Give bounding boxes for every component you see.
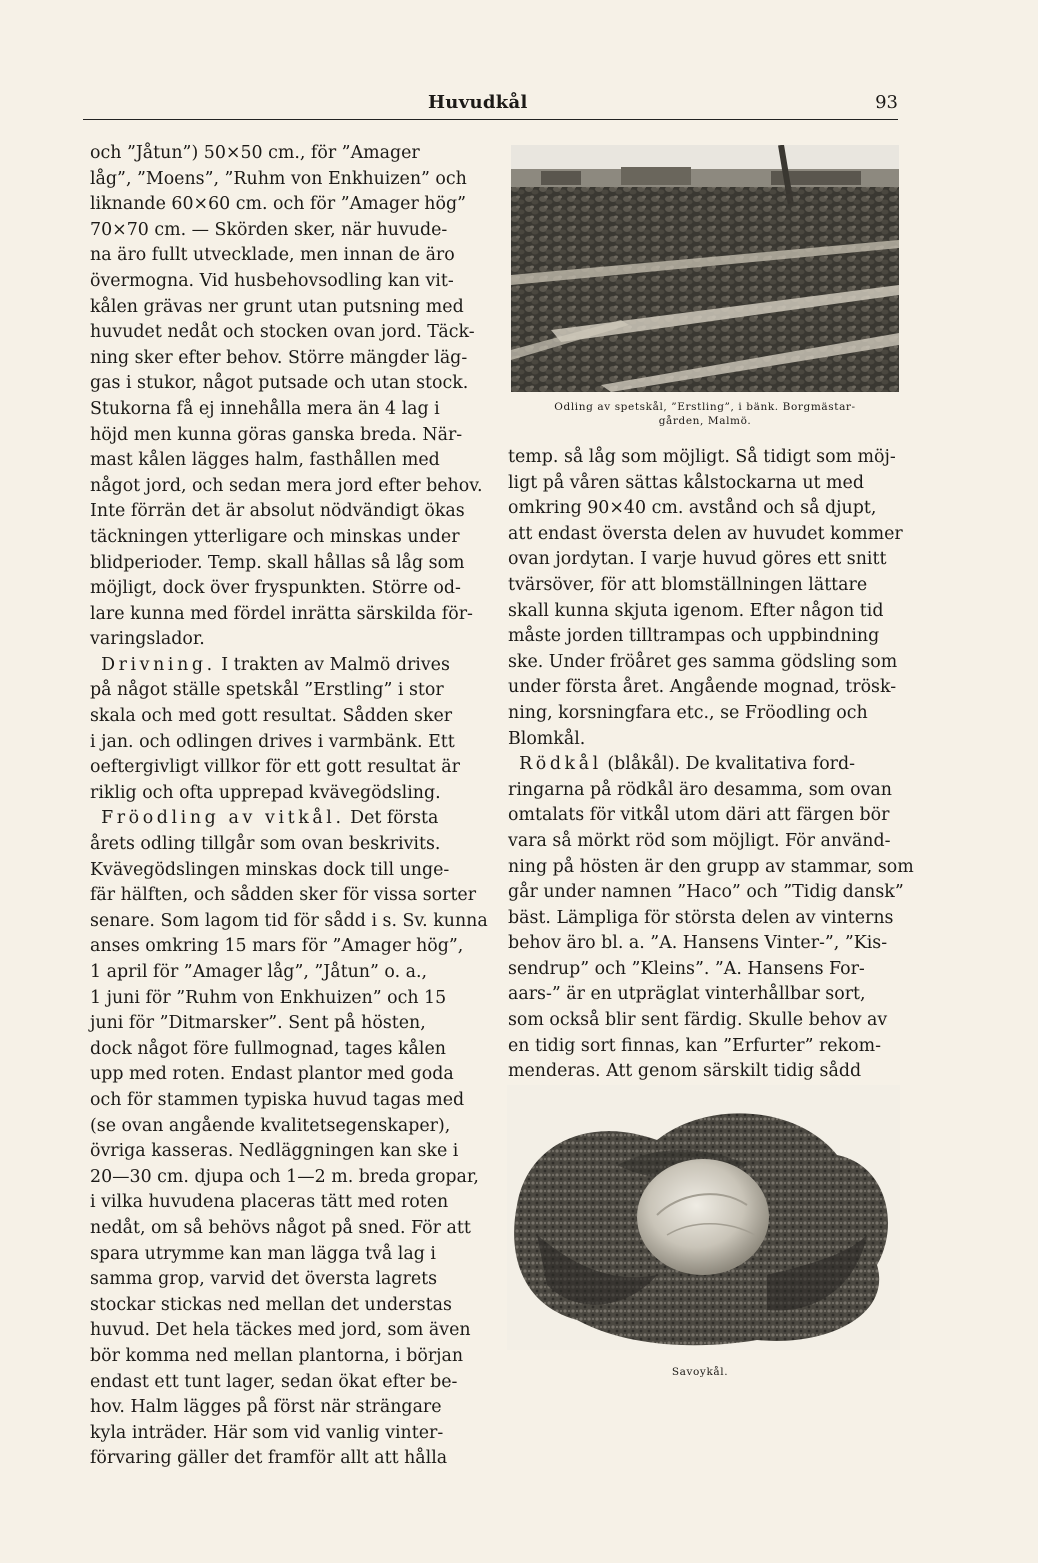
text-line: skala och med gott resultat. Sådden sker	[90, 706, 453, 727]
text-line: höjd men kunna göras ganska breda. När-	[90, 424, 463, 445]
right-column	[508, 445, 914, 1110]
text-line: ske. Under fröåret ges samma gödsling som	[508, 651, 898, 672]
text-line: bör komma ned mellan plantorna, i början	[90, 1345, 464, 1366]
running-title: Huvudkål	[428, 92, 528, 113]
text-line: ning sker efter behov. Större mängder läg-	[90, 347, 468, 368]
text-line: anses omkring 15 mars för ”Amager hög”,	[90, 936, 464, 957]
text-line: på något ställe spetskål ”Erstling” i stor	[90, 680, 444, 701]
rodkal-paragraph-start	[508, 752, 900, 778]
figure-caption-bottom: Savoykål.	[671, 1366, 729, 1378]
text-line: na äro fullt utvecklade, men innan de äro	[90, 245, 455, 266]
text-line: ligt på våren sättas kålstockarna ut med	[508, 472, 864, 493]
text-line: hov. Halm lägges på först när strängare	[90, 1397, 442, 1418]
text-line: tvärsöver, för att blomställningen lättare	[508, 574, 868, 595]
text-line: ning på hösten är den grupp av stammar, som	[508, 856, 914, 877]
text-line: I trakten av Malmö drives	[215, 654, 450, 675]
text-line: lare kunna med fördel inrätta särskilda för-	[90, 603, 473, 624]
froodling-paragraph-start	[90, 806, 488, 832]
text-line: kålen grävas ner grunt utan putsning med	[90, 296, 464, 317]
text-line: årets odling tillgår som ovan beskrivits.	[90, 834, 441, 855]
text-line: sendrup” och ”Kleins”. ”A. Hansens For-	[508, 958, 865, 979]
text-line: ovan jordytan. I varje huvud göres ett snitt	[508, 549, 887, 570]
text-line: vara så mörkt röd som möjligt. För använd-	[508, 830, 891, 851]
text-line: 1 juni för ”Ruhm von Enkhuizen” och 15	[90, 987, 447, 1008]
text-line: blidperioder. Temp. skall hållas så låg som	[90, 552, 465, 573]
text-line: låg”, ”Moens”, ”Ruhm von Enkhuizen” och	[90, 168, 467, 189]
text-line: under första året. Angående mognad, trösk-	[508, 677, 897, 698]
text-line: 20—30 cm. djupa och 1—2 m. breda gropar,	[90, 1166, 479, 1187]
text-line: varingslador.	[90, 629, 205, 650]
text-line: att endast översta delen av huvudet kommer	[508, 523, 903, 544]
text-line: en tidig sort finnas, kan ”Erfurter” rekom-	[508, 1035, 881, 1056]
text-line: omkring 90×40 cm. avstånd och så djupt,	[508, 498, 877, 519]
text-line: ringarna på rödkål äro desamma, som ovan	[508, 779, 893, 800]
text-line: Blomkål.	[508, 728, 586, 749]
text-line: och för stammen typiska huvud tagas med	[90, 1089, 465, 1110]
text-line: bäst. Lämpliga för största delen av vinterns	[508, 907, 894, 928]
text-line: Kvävegödslingen minskas dock till unge-	[90, 859, 450, 880]
text-line: endast ett tunt lager, sedan ökat efter be-	[90, 1371, 458, 1392]
caption-line: gården, Malmö.	[658, 415, 752, 427]
figure-caption-top	[505, 400, 905, 428]
text-line: oeftergivligt villkor för ett gott resultat är	[90, 757, 460, 778]
text-line: stockar stickas ned mellan det understas	[90, 1294, 452, 1315]
text-line: mast kålen lägges halm, fasthållen med	[90, 450, 440, 471]
text-line: 70×70 cm. — Skörden sker, när huvude-	[90, 219, 448, 240]
text-line: Inte förrän det är absolut nödvändigt ökas	[90, 501, 465, 522]
text-line: juni för ”Ditmarsker”. Sent på hösten,	[90, 1013, 426, 1034]
text-line: övermogna. Vid husbehovsodling kan vit-	[90, 270, 454, 291]
photo-cabbage-beds	[511, 145, 899, 392]
left-column	[90, 141, 488, 1472]
text-line: senare. Som lagom tid för sådd i s. Sv. kunna	[90, 910, 488, 931]
drivning-paragraph-start	[90, 653, 488, 679]
text-line: behov äro bl. a. ”A. Hansens Vinter-”, ”Kis-	[508, 933, 888, 954]
text-line: gas i stukor, något putsade och utan stock.	[90, 373, 469, 394]
photo-cabbage-beds-drawing	[511, 145, 899, 392]
page-header	[83, 90, 898, 120]
text-line: Det första	[344, 808, 439, 829]
froodling-heading: Fröodling av vitkål.	[101, 808, 345, 829]
text-line: som också blir sent färdig. Skulle behov av	[508, 1010, 888, 1031]
text-line: Stukorna få ej innehålla mera än 4 lag i	[90, 398, 440, 419]
text-line: 1 april för ”Amager låg”, ”Jåtun” o. a.,	[90, 962, 428, 982]
text-line: täckningen ytterligare och minskas under	[90, 526, 460, 547]
text-line: kyla inträder. Här som vid vanlig vinter-	[90, 1422, 444, 1443]
text-line: något jord, och sedan mera jord efter behov.	[90, 475, 483, 496]
drivning-heading: Drivning.	[101, 654, 216, 675]
text-line: fär hälften, och sådden sker för vissa sorter	[90, 885, 477, 906]
text-line: dock något före fullmognad, tages kålen	[90, 1038, 446, 1059]
text-line: förvaring gäller det framför allt att hålla	[90, 1448, 448, 1469]
text-line: går under namnen ”Haco” och ”Tidig dansk”	[508, 882, 904, 903]
text-line: samma grop, varvid det översta lagrets	[90, 1269, 438, 1290]
text-line: riklig och ofta upprepad kvävegödsling.	[90, 782, 441, 803]
text-line: (blåkål). De kvalitativa ford-	[601, 754, 855, 775]
text-line: i jan. och odlingen drives i varmbänk. Ett	[90, 731, 455, 752]
text-line: omtalats för vitkål utom däri att färgen bör	[508, 805, 890, 826]
text-line: upp med roten. Endast plantor med goda	[90, 1064, 454, 1085]
text-line: spara utrymme kan man lägga två lag i	[90, 1243, 436, 1264]
photo-savoy-cabbage-drawing	[507, 1085, 900, 1350]
text-line: (se ovan angående kvalitetsegenskaper),	[90, 1115, 451, 1136]
rodkal-heading: Rödkål	[519, 754, 602, 775]
text-line: ning, korsningfara etc., se Fröodling och	[508, 702, 868, 723]
text-line: aars-” är en utpräglat vinterhållbar sort,	[508, 984, 866, 1005]
photo-savoy-cabbage	[507, 1085, 900, 1350]
text-line: liknande 60×60 cm. och för ”Amager hög”	[90, 194, 466, 215]
caption-line: Odling av spetskål, ”Erstling”, i bänk. Borgmästar-	[554, 401, 856, 413]
text-line: menderas. Att genom särskilt tidig sådd	[508, 1061, 862, 1082]
text-line: måste jorden tilltrampas och uppbindning	[508, 626, 880, 647]
text-line: övriga kasseras. Nedläggningen kan ske i	[90, 1141, 459, 1162]
text-line: temp. så låg som möjligt. Så tidigt som möj-	[508, 447, 896, 467]
text-line: i vilka huvudena placeras tätt med roten	[90, 1192, 449, 1213]
text-line: skall kunna skjuta igenom. Efter någon tid	[508, 600, 884, 621]
page-number: 93	[875, 92, 898, 113]
text-line: möjligt, dock över fryspunkten. Större od-	[90, 578, 461, 599]
text-line: nedåt, om så behövs något på sned. För att	[90, 1217, 471, 1238]
text-line: och ”Jåtun”) 50×50 cm., för ”Amager	[90, 143, 420, 163]
text-line: huvud. Det hela täckes med jord, som även	[90, 1320, 471, 1341]
text-line: huvudet nedåt och stocken ovan jord. Täck-	[90, 322, 475, 343]
